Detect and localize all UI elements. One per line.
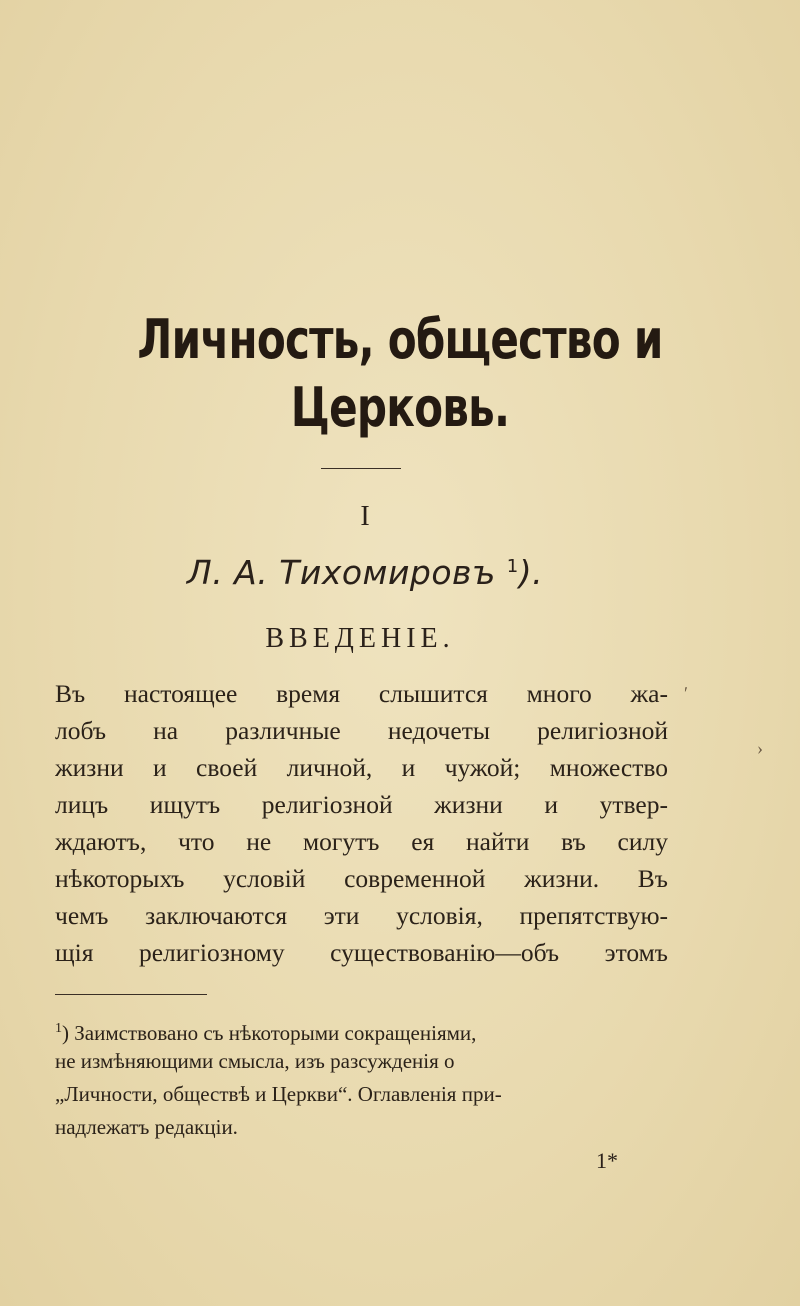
footnote-line [55, 1045, 668, 1078]
margin-mark: ʹ [684, 683, 688, 703]
body-line [55, 934, 668, 971]
body-line [55, 860, 668, 897]
body-line [55, 823, 668, 860]
body-line-text: ждаютъ, что не могутъ ея найти въ силу [55, 827, 668, 856]
body-line [55, 786, 668, 823]
body-line-text: жизни и своей личной, и чужой; множество [55, 753, 668, 782]
body-line [55, 675, 668, 712]
body-text [55, 675, 668, 971]
section-number: I [360, 501, 370, 532]
body-line-text: Въ настоящее время слышится много жа- [55, 679, 668, 708]
body-line [55, 749, 668, 786]
body-line [55, 712, 668, 749]
footnote [55, 1012, 668, 1144]
author-footnote-ref: 1 [506, 556, 519, 577]
footnote-line [55, 1012, 668, 1045]
section-heading: ВВЕДЕНІЕ. [265, 623, 455, 654]
body-line-text: лобъ на различные недочеты религіозной [55, 716, 668, 745]
footnote-divider [55, 994, 207, 995]
page-title-line-2: Церковь. [290, 376, 510, 439]
margin-mark: › [757, 738, 763, 758]
footnote-line [55, 1111, 668, 1144]
footnote-line-text: „Личности, обществѣ и Церкви“. Оглавленія при- [55, 1082, 502, 1106]
body-line-text: щія религіозному существованію—объ этомъ [55, 938, 668, 967]
page-number: 1* [596, 1148, 618, 1173]
footnote-line-text: надлежатъ редакціи. [55, 1115, 238, 1139]
footnote-marker: 1 [55, 1021, 62, 1036]
author-name: Л. А. Тихомировъ [186, 553, 496, 592]
body-line [55, 897, 668, 934]
body-line-text: лицъ ищутъ религіозной жизни и утвер- [55, 790, 668, 819]
title-divider [321, 468, 401, 469]
author-line [0, 553, 730, 592]
footnote-line [55, 1078, 668, 1111]
page-title-line-1: Личность, общество и [137, 308, 663, 371]
author-closing: ). [518, 553, 544, 592]
footnote-line-text: ) Заимствовано съ нѣкоторыми сокращеніями, [62, 1021, 477, 1045]
footnote-line-text: не измѣняющими смысла, изъ разсужденія о [55, 1049, 455, 1073]
body-line-text: чемъ заключаются эти условія, препятствую- [55, 901, 668, 930]
body-line-text: нѣкоторыхъ условій современной жизни. Въ [55, 864, 668, 893]
